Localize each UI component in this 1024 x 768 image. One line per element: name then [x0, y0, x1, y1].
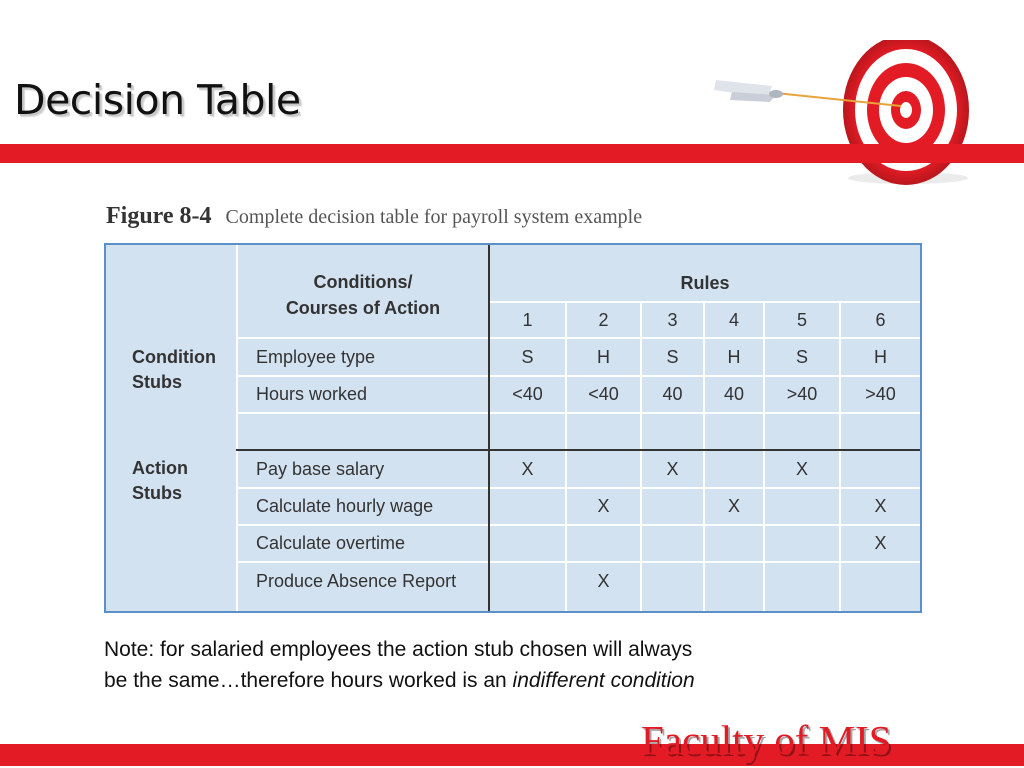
action-label: Calculate hourly wage [256, 496, 434, 516]
table-cell [490, 526, 565, 561]
table-cell [705, 451, 763, 487]
table-cell [567, 526, 640, 561]
note-emphasis: indifferent condition [512, 669, 695, 692]
table-cell [490, 563, 565, 599]
table-cell [642, 489, 703, 524]
table-cell: H [727, 346, 741, 367]
table-cell [765, 489, 839, 524]
table-cell: H [874, 346, 887, 367]
note-line2-text: be the same…therefore hours worked is an [104, 669, 513, 692]
rule-number: 5 [796, 309, 807, 330]
table-cell [490, 489, 565, 524]
table-cell: X [666, 458, 679, 479]
decision-table [104, 243, 922, 613]
table-cell: X [597, 496, 610, 516]
table-cell: X [874, 533, 887, 553]
conditions-header-line2: Courses of Action [285, 298, 441, 318]
action-label: Pay base salary [256, 458, 385, 479]
note-text [104, 634, 695, 696]
table-cell: S [795, 346, 808, 367]
table-cell [705, 563, 763, 599]
rules-header: Rules [680, 272, 730, 293]
table-cell [642, 526, 703, 561]
action-stubs-label [132, 456, 188, 506]
figure-caption-text: Complete decision table for payroll system example [225, 206, 643, 228]
conditions-header [238, 267, 488, 323]
table-cell [642, 563, 703, 599]
condition-label: Employee type [256, 346, 376, 367]
header-divider-bar [0, 144, 1024, 163]
table-cell: X [597, 570, 610, 591]
table-cell: >40 [865, 384, 896, 404]
figure-number: Figure 8-4 [106, 203, 212, 229]
table-cell [567, 451, 640, 487]
rule-number: 2 [598, 309, 609, 330]
table-cell: X [727, 496, 740, 516]
table-cell [765, 563, 839, 599]
table-cell: X [874, 496, 887, 516]
rule-number: 4 [728, 309, 739, 330]
footer-label: Faculty of MIS [641, 717, 892, 763]
table-cell: <40 [588, 384, 619, 404]
table-cell: >40 [786, 384, 818, 404]
table-cell: 40 [662, 384, 683, 404]
table-cell: X [795, 458, 808, 479]
table-cell: X [521, 458, 534, 479]
note-line2 [104, 665, 695, 696]
figure-caption [106, 203, 642, 230]
condition-stubs-line2: Stubs [132, 372, 183, 392]
table-cell [705, 526, 763, 561]
note-line1: Note: for salaried employees the action stub chosen will always [104, 638, 693, 661]
table-cell [841, 451, 920, 487]
table-cell: <40 [512, 384, 543, 404]
target-arrow-icon [696, 40, 996, 185]
action-stubs-line1: Action [132, 458, 188, 478]
table-cell: H [597, 346, 610, 367]
action-label: Calculate overtime [256, 533, 406, 553]
table-cell [841, 563, 920, 599]
table-cell [765, 526, 839, 561]
action-stubs-line2: Stubs [132, 483, 183, 503]
condition-stubs-label [132, 345, 216, 395]
conditions-header-line1: Conditions/ [313, 272, 413, 292]
table-cell: S [521, 346, 534, 367]
slide-title: Decision Table [14, 76, 301, 124]
condition-stubs-line1: Condition [132, 347, 216, 367]
action-label: Produce Absence Report [256, 570, 457, 591]
rule-number: 1 [522, 309, 533, 330]
rule-number: 6 [875, 309, 886, 330]
table-cell: 40 [723, 384, 745, 404]
table-cell: S [666, 346, 679, 367]
condition-label: Hours worked [256, 384, 368, 404]
rule-number: 3 [667, 309, 678, 330]
